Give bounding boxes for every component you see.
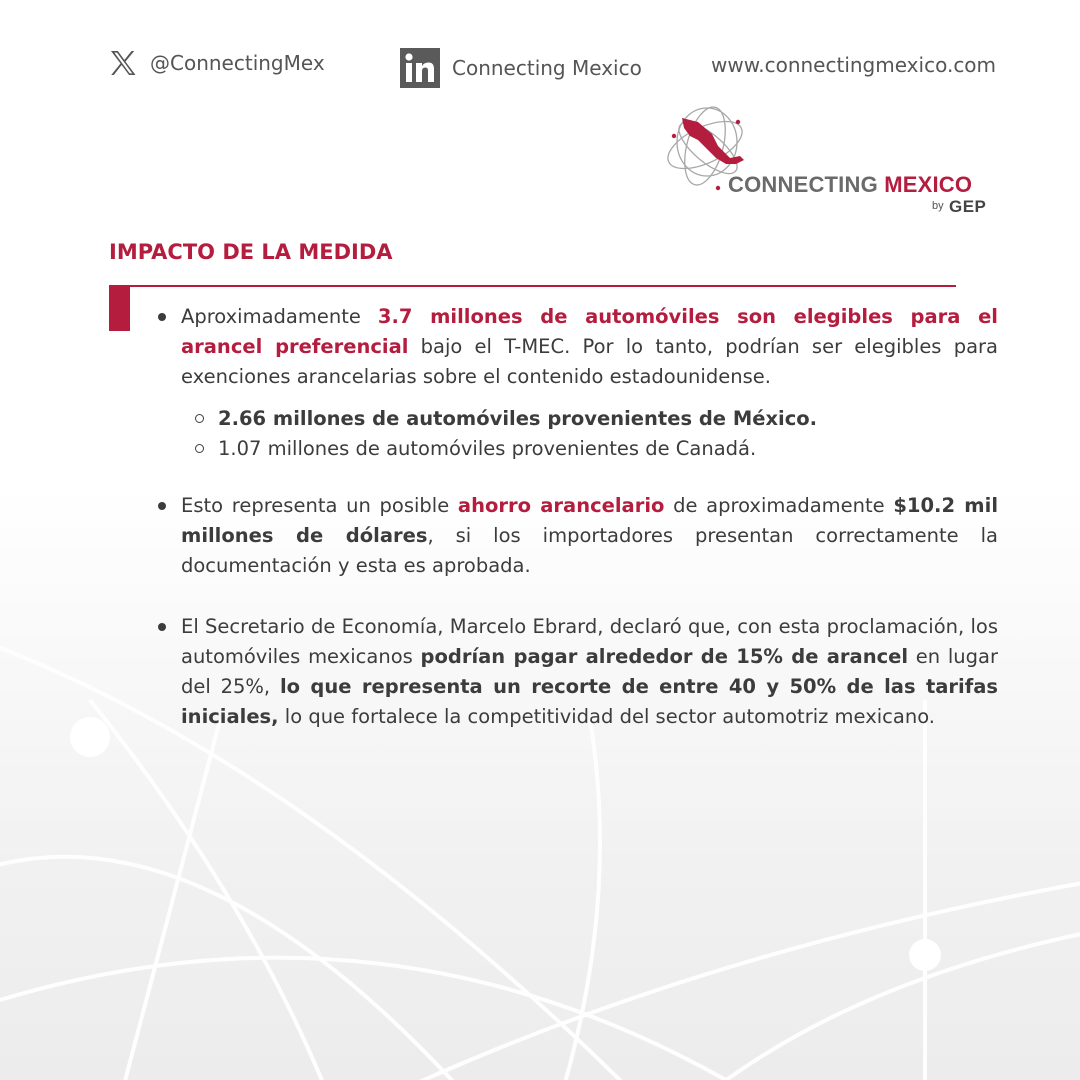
connecting-mexico-logo — [660, 100, 995, 220]
sub-item-canada: 1.07 millones de automóviles provenientes de Canadá. — [195, 434, 998, 464]
mexico-map-icon — [682, 118, 744, 164]
linkedin-logo-icon — [400, 48, 440, 88]
section-marker — [109, 287, 130, 331]
section-title: IMPACTO DE LA MEDIDA — [109, 240, 393, 264]
logo-wordmark: CONNECTING MEXICO — [728, 172, 973, 197]
twitter-handle-text: @ConnectingMex — [150, 51, 325, 75]
network-node — [909, 939, 941, 971]
logo-by: by — [932, 200, 944, 212]
sub-list — [158, 404, 998, 464]
sub-item-mexico: 2.66 millones de automóviles provenientes de México. — [195, 404, 998, 434]
bullet-eligible-cars: Aproximadamente 3.7 millones de automóviles son elegibles para el arancel preferencial bajo el T-MEC. Por lo tanto, podrían ser elegibles para exenciones arancelarias sobre el contenido estadounidense. — [158, 302, 998, 392]
bullet-tariff-savings: Esto representa un posible ahorro arancelario de aproximadamente $10.2 mil millones de dólares, si los importadores presentan correctamente la documentación y esta es aprobada. — [158, 491, 998, 581]
website-link[interactable]: www.connectingmexico.com — [711, 53, 997, 77]
linkedin-name-text: Connecting Mexico — [452, 56, 642, 80]
x-logo-icon — [108, 48, 138, 78]
section-divider — [109, 285, 956, 287]
content-body — [158, 302, 998, 732]
logo-gep: GEP — [949, 197, 987, 216]
linkedin-link[interactable] — [400, 48, 642, 88]
bullet-ebrard-statement: El Secretario de Economía, Marcelo Ebrard, declaró que, con esta proclamación, los automóviles mexicanos podrían pagar alrededor de 15% de arancel en lugar del 25%, lo que representa un recorte de entre 40 y 50% de las tarifas iniciales, lo que fortalece la competitividad del sector automotriz mexicano. — [158, 612, 998, 732]
twitter-handle[interactable] — [108, 48, 325, 78]
network-node — [70, 717, 110, 757]
